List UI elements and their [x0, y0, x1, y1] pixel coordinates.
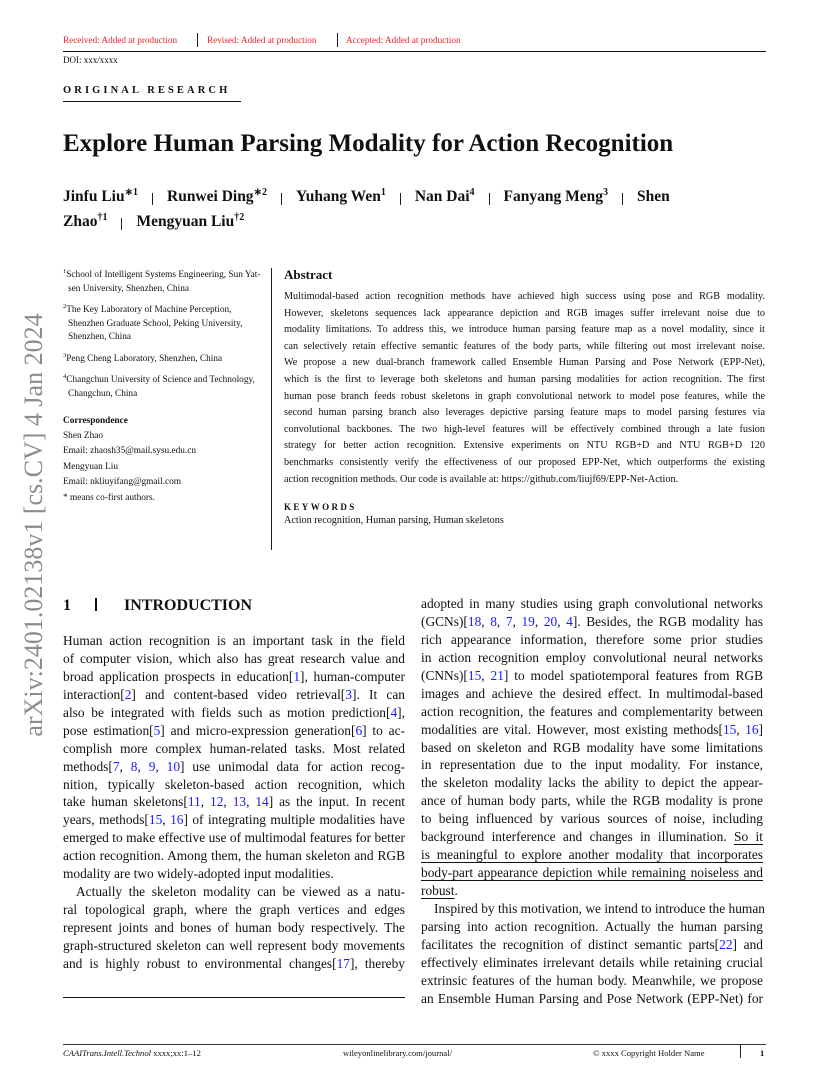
text-line: complish more complex human-related tasks. Most related [63, 740, 405, 756]
footer-journal: CAAITrans.Intell.Technol xxxx;xx:1–12 [63, 1048, 201, 1058]
citation-link[interactable]: 5 [153, 722, 161, 738]
author: Fanyang Meng$^3$ [503, 187, 608, 206]
header-rule [63, 51, 766, 52]
text-line: Actually the skeleton modality can be viewed as a natu- [76, 884, 405, 900]
text-line: also be integrated with fields such as motion prediction[4], [63, 704, 405, 720]
correspondence-heading: Correspondence [63, 416, 128, 427]
citation-link[interactable]: 16 [745, 721, 759, 737]
footer-separator [740, 1045, 741, 1058]
abstract-heading: Abstract [284, 267, 333, 282]
footer-copyright: © xxxx Copyright Holder Name [593, 1048, 705, 1058]
header-separator [337, 33, 338, 47]
author-list-line-2 [63, 212, 244, 231]
author: Shen [637, 188, 670, 206]
correspondence-line: Shen Zhao [63, 430, 104, 441]
text-line: represent joints and bones of human body respectively. The [63, 920, 405, 935]
correspondence-email[interactable]: Email: nkliuyifang@gmail.com [63, 477, 182, 488]
citation-link[interactable]: 16 [170, 812, 184, 828]
abstract [284, 267, 765, 526]
footnote-rule [63, 997, 405, 998]
received-date: Received: Added at production [63, 35, 178, 45]
citation-link[interactable]: 19 [521, 613, 535, 629]
text-line: images and achieve the desired effect. In multimodal-based [421, 685, 763, 701]
citation-link[interactable]: 15 [148, 812, 163, 828]
text-line: broad application prospects in education[1], human-computer [63, 668, 406, 684]
author: Nan Dai$^4$ [414, 187, 475, 206]
column-divider [271, 268, 272, 550]
page-number: 1 [760, 1048, 765, 1058]
text-line: in representation due to the input modality. For instance, [421, 757, 763, 773]
affiliation: $^3$Peng Cheng Laboratory, Shenzhen, China [63, 351, 223, 364]
abstract-line: second human parsing branch also leverages depictive parsing feature maps to model parsing festures via [284, 407, 765, 419]
accepted-date: Accepted: Added at production [346, 35, 461, 45]
keywords-heading: KEYWORDS [284, 502, 357, 513]
abstract-line: human pose branch feeds robust skeletons in graph convolutional network to model pose features, while the [284, 390, 765, 402]
correspondence-line: Mengyuan Liu [63, 461, 118, 472]
underlined-text: is meaningful to explore another modality that incorporates [421, 847, 763, 863]
author-list-line-1 [63, 187, 670, 206]
text-line: modalities are vital. However, most existing methods[15, 16] [421, 721, 763, 737]
text-line: in action recognition employ convolutional neural networks [421, 649, 763, 665]
text-line: parsing into action recognition. Actually the human parsing [421, 918, 763, 934]
citation-link[interactable]: 10 [166, 758, 181, 774]
abstract-line: modality limitations. To address this, we introduce human parsing feature map as a novel modality, since it [284, 324, 765, 336]
text-line: pose estimation[5] and micro-expression generation[6] to ac- [63, 722, 405, 738]
citation-link[interactable]: 7 [112, 758, 120, 774]
text-line: based on skeleton and RGB modality have some limitations [421, 739, 763, 755]
abstract-line: However, skeletons sequences lack appearance depiction and RGB images suffer irrelevant noise due to [284, 307, 765, 319]
text-line: rich appearance information, therefore some prior studies [421, 631, 763, 647]
abstract-line: can selectively retain effective semantic features of the body parts, while filtering out most irrelevant noise. [284, 340, 765, 352]
citation-link[interactable]: 7 [505, 613, 513, 629]
text-line: effectively eliminates irrelevant details while retaining crucial [421, 954, 763, 970]
right-column-text [421, 595, 763, 1008]
header-separator [197, 33, 198, 47]
co-first-note: * means co-first authors. [63, 492, 155, 503]
text-line: (GCNs)[18, 8, 7, 19, 20, 4]. Besides, the RGB modality has [421, 613, 763, 629]
text-line: action recognition, the features and complementarity between [421, 703, 763, 719]
text-line: action recognition. Among them, the human skeleton and RGB [63, 848, 405, 864]
paper-title: Explore Human Parsing Modality for Action Recognition [63, 130, 674, 157]
text-line: graph-structured skeleton can well represent body movements [63, 937, 405, 953]
footer-url[interactable]: wileyonlinelibrary.com/journal/ [343, 1048, 452, 1058]
text-line: an Ensemble Human Parsing and Pose Network (EPP-Net) for [421, 990, 763, 1006]
footer-rule [63, 1044, 766, 1045]
underlined-text: robust [421, 883, 455, 898]
citation-link[interactable]: 4 [390, 704, 398, 720]
citation-link[interactable]: 8 [130, 758, 138, 774]
text-line: Human action recognition is an important task in the field [63, 633, 405, 648]
text-line [421, 864, 763, 882]
text-line: ral topological graph, where the graph vertices and edges [63, 902, 405, 918]
text-line: of computer vision, which also has great research value and [63, 650, 405, 666]
text-line: ance of human body parts, while the RGB modality is prone [421, 793, 763, 809]
article-type: ORIGINAL RESEARCH [63, 85, 231, 96]
affiliation: $^4$Changchun University of Science and Technology, Changchun, China [63, 373, 255, 399]
citation-link[interactable]: 4 [566, 613, 573, 629]
text-line: facilitates the recognition of distinct semantic parts[22] and [421, 936, 763, 952]
abstract-line: convolutional backbones. The two high-level features will be effectively combined through a late fusion [284, 423, 765, 435]
text-line: extrinsic features of the human body. Meanwhile, we propose [421, 972, 763, 988]
text-line: take human skeletons[11, 12, 13, 14] as the input. In recent [63, 794, 405, 810]
citation-link[interactable]: 9 [148, 758, 156, 774]
citation-link[interactable]: 13 [232, 794, 247, 810]
citation-link[interactable]: 17 [336, 955, 350, 971]
citation-link[interactable]: 2 [124, 686, 132, 702]
citation-link[interactable]: 12 [210, 794, 224, 810]
revised-date: Revised: Added at production [207, 35, 317, 45]
text-line: adopted in many studies using graph convolutional networks [421, 596, 763, 611]
citation-link[interactable]: 15 [467, 667, 482, 683]
author: Runwei Ding$^{∗2}$ [167, 187, 267, 206]
correspondence-email[interactable]: Email: zhaosh35@mail.sysu.edu.cn [63, 446, 197, 457]
text-line: modality are two widely-adopted input modalities. [63, 866, 334, 882]
affiliations [63, 265, 268, 506]
citation-link[interactable]: 11 [187, 794, 201, 810]
abstract-line: We propose a new dual-branch framework called Ensemble Human Parsing and Pose Network (EPP-Net), [284, 357, 765, 369]
section-title: INTRODUCTION [124, 597, 253, 614]
abstract-line: which is the first to leverage both skeletons and human parsing modalities for action recognition. The first [284, 373, 765, 385]
abstract-line: benchmarks consistently verify the effectiveness of our proposed EPP-Net, which outperforms the existing [284, 456, 765, 468]
keywords: Action recognition, Human parsing, Human skeletons [284, 515, 504, 527]
abstract-line: Multimodal-based action recognition methods have achieved high success using pose and RGB modality. [284, 291, 765, 302]
text-line: years, methods[15, 16] of integrating multiple modalities have [63, 812, 405, 828]
text-line: to being influenced by various sources of noise, including [421, 811, 763, 827]
section-number: 1 [63, 597, 71, 614]
citation-link[interactable]: 20 [543, 613, 558, 629]
abstract-body [284, 289, 765, 488]
doi: DOI: xxx/xxxx [63, 55, 118, 65]
citation-link[interactable]: 1 [293, 668, 301, 684]
text-line: methods[7, 8, 9, 10] use unimodal data for action recog- [63, 758, 406, 774]
arxiv-watermark: arXiv:2401.02138v1 [cs.CV] 4 Jan 2024 [19, 313, 48, 737]
text-line: nition, typically skeleton-based action recognition, which [63, 776, 405, 792]
underlined-text: So it [734, 829, 763, 845]
affiliation: $^2$The Key Laboratory of Machine Perception, Shenzhen Graduate School, Peking University, Shenzhen, China [63, 303, 243, 343]
text-line: background interference and changes in illumination. So it [421, 829, 763, 845]
citation-link[interactable]: 6 [355, 722, 363, 738]
text-line: and is highly robust to environmental changes[17], thereby [63, 955, 405, 971]
citation-link[interactable]: 15 [722, 721, 737, 737]
text-line: interaction[2] and content-based video retrieval[3]. It can [63, 686, 405, 702]
citation-link[interactable]: 8 [490, 613, 497, 629]
author: Mengyuan Liu$^{\dagger 2}$ [136, 212, 245, 231]
abstract-line: action recognition methods. Our code is available at: https://github.com/liujf69/EPP-Net-Action. [284, 473, 679, 485]
abstract-line: strategy for better action recognition. Extensive experiments on NTU RGB+D and NTU RGB+D 120 [284, 440, 765, 452]
citation-link[interactable]: 18 [467, 613, 482, 629]
text-line: robust. [421, 883, 458, 898]
underlined-text: body-part appearance depiction while remaining noiseless and [421, 865, 763, 881]
text-line: emerged to make effective use of multimodal features for better [63, 830, 405, 846]
author: Zhao$^{\dagger 1}$ [63, 212, 108, 231]
citation-link[interactable]: 3 [345, 686, 352, 702]
citation-link[interactable]: 21 [490, 667, 504, 683]
citation-link[interactable]: 14 [255, 794, 269, 810]
section-heading [63, 597, 252, 615]
text-line [421, 846, 763, 864]
text-line: the skeleton modality lacks the ability to depict the appear- [421, 775, 763, 791]
author: Yuhang Wen$^1$ [295, 187, 386, 206]
author: Jinfu Liu$^{∗1}$ [63, 187, 138, 206]
article-type-underline [63, 101, 241, 102]
text-line: (CNNs)[15, 21] to model spatiotemporal features from RGB [421, 667, 763, 683]
citation-link[interactable]: 22 [719, 936, 733, 952]
affiliation: $^1$School of Intelligent Systems Engineering, Sun Yat-sen University, Shenzhen, China [63, 268, 261, 294]
left-column-text [63, 632, 405, 973]
text-line: Inspired by this motivation, we intend to introduce the human [434, 900, 765, 916]
